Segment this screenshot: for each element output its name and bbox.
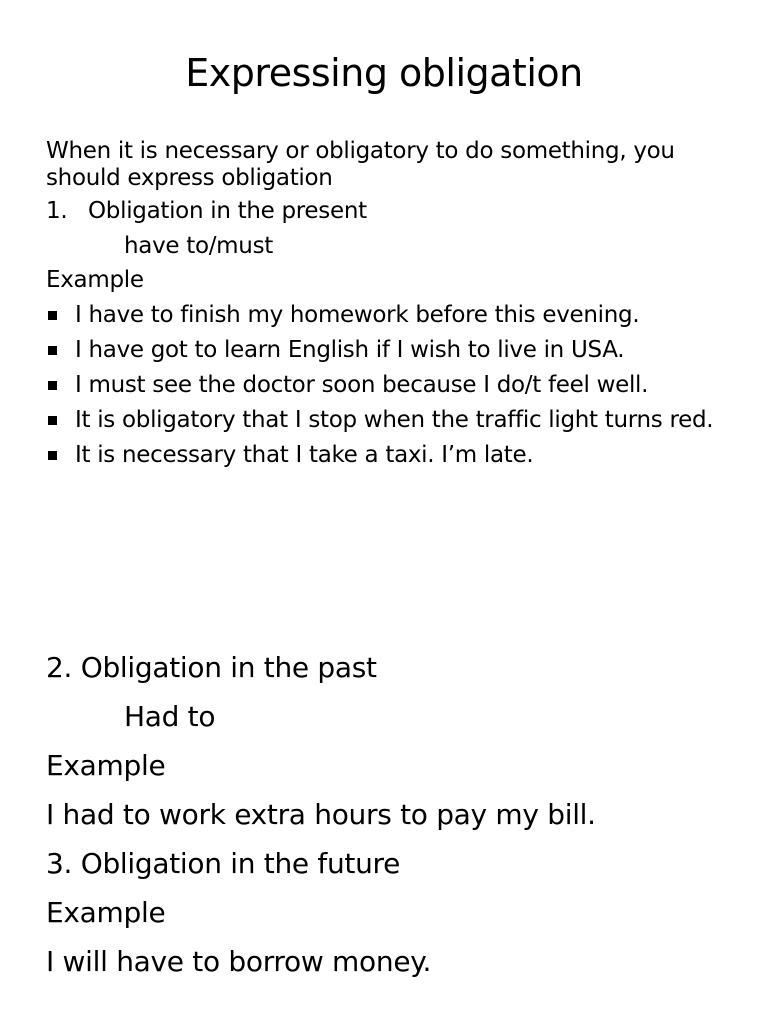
section1-number: 1. [46, 198, 68, 224]
bullet-square-icon [48, 311, 57, 320]
bullet-square-icon [48, 451, 57, 460]
page-title: Expressing obligation [185, 51, 583, 95]
section1-heading-text: Obligation in the present [88, 198, 367, 224]
list-item [46, 337, 736, 364]
section3-heading: 3. Obligation in the future [46, 847, 401, 880]
section1-example-list [46, 302, 736, 477]
section2-heading: 2. Obligation in the past [46, 651, 377, 684]
example-text: It is necessary that I take a taxi. I’m late. [75, 442, 534, 468]
section3-example-label: Example [46, 896, 166, 929]
example-text: I must see the doctor soon because I do/t feel well. [75, 372, 649, 398]
section1-example-label: Example [46, 267, 144, 293]
intro-text: When it is necessary or obligatory to do something, you should express obligation [46, 138, 675, 191]
list-item [46, 442, 736, 469]
example-text: It is obligatory that I stop when the traffic light turns red. [75, 407, 714, 433]
section3-example: I will have to borrow money. [46, 945, 432, 978]
list-item [46, 372, 736, 399]
bullet-square-icon [48, 416, 57, 425]
bullet-square-icon [48, 381, 57, 390]
section2-form: Had to [124, 700, 216, 733]
list-item [46, 407, 736, 434]
section1-form: have to/must [124, 233, 273, 259]
section2-example-label: Example [46, 749, 166, 782]
list-item [46, 302, 736, 329]
bullet-square-icon [48, 346, 57, 355]
section2-example: I had to work extra hours to pay my bill. [46, 798, 596, 831]
example-text: I have got to learn English if I wish to live in USA. [75, 337, 625, 363]
example-text: I have to finish my homework before this evening. [75, 302, 640, 328]
past-future-section [46, 643, 746, 986]
section1-heading [46, 198, 736, 225]
